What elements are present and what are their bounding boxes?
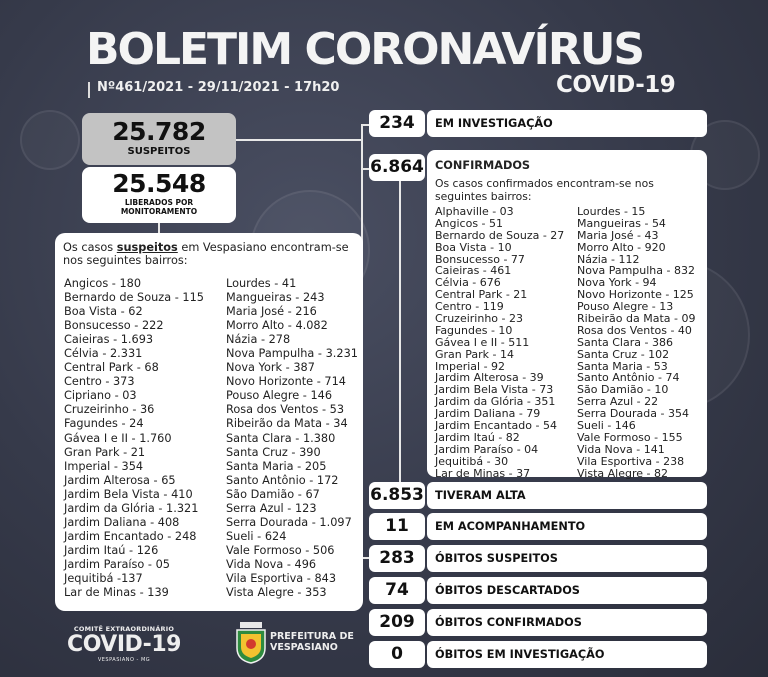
list-item: Bonsucesso - 222 [64, 319, 164, 333]
stat-value: 0 [369, 641, 425, 668]
list-item: Názia - 278 [226, 333, 291, 347]
list-item: Santa Clara - 386 [577, 335, 673, 349]
list-item: Vale Formoso - 506 [226, 543, 335, 557]
connector-line [236, 139, 362, 141]
list-item: Maria José - 216 [226, 305, 317, 319]
list-item: Rosa dos Ventos - 40 [577, 323, 692, 337]
list-item: Novo Horizonte - 714 [226, 375, 346, 389]
list-item: Jardim Paraíso - 05 [64, 557, 170, 571]
list-item: Serra Azul - 22 [577, 395, 659, 409]
subtitle-divider [88, 82, 90, 98]
list-item: Jardim da Glória - 351 [435, 395, 556, 409]
list-item: Santa Clara - 1.380 [226, 431, 336, 445]
list-item: Názia - 112 [577, 252, 640, 266]
list-item: Angicos - 180 [64, 277, 142, 290]
suspeitos-card [82, 113, 236, 165]
list-item: Bernardo de Souza - 115 [64, 291, 204, 305]
list-item: Santa Maria - 53 [577, 359, 668, 373]
stat-label: ÓBITOS EM INVESTIGAÇÃO [427, 641, 707, 668]
stat-label: ÓBITOS DESCARTADOS [427, 577, 707, 604]
stat-value: 11 [369, 513, 425, 540]
list-item: Cipriano - 03 [64, 389, 137, 403]
list-item: Pouso Alegre - 13 [577, 300, 674, 314]
bulletin-subtitle: Nº461/2021 - 29/11/2021 - 17h20 [97, 80, 340, 95]
list-item: São Damião - 10 [577, 383, 669, 397]
list-item: Lar de Minas - 139 [64, 586, 169, 600]
confirmados-value: 6.864 [369, 154, 425, 181]
list-item: Vida Nova - 496 [226, 557, 317, 571]
list-item: Mangueiras - 243 [226, 291, 325, 305]
list-item: Jardim Bela Vista - 73 [435, 383, 554, 397]
suspeitos-bairros-col1 [64, 277, 224, 600]
list-item: Boa Vista - 10 [435, 240, 512, 254]
list-item: Morro Alto - 4.082 [226, 319, 328, 333]
list-item: Jardim Paraíso - 04 [435, 442, 539, 456]
list-item: Gávea I e II - 511 [435, 335, 530, 349]
list-item: Vista Alegre - 82 [577, 466, 668, 480]
list-item: Angicos - 51 [435, 216, 504, 230]
list-item: Maria José - 43 [577, 228, 659, 242]
list-item: Nova Pampulha - 832 [577, 264, 695, 278]
list-item: Caieiras - 1.693 [64, 333, 154, 347]
list-item: Vila Esportiva - 843 [226, 571, 337, 585]
background-virus-icon [20, 110, 80, 170]
liberados-label-line1: LIBERADOS POR [124, 198, 194, 207]
list-item: Nova Pampulha - 3.231 [226, 347, 358, 361]
connector-line [361, 124, 369, 126]
stat-label: TIVERAM ALTA [427, 482, 707, 509]
list-item: Boa Vista - 62 [64, 305, 143, 319]
list-item: Vale Formoso - 155 [577, 430, 683, 444]
list-item: Cruzeirinho - 23 [435, 312, 523, 326]
stat-value: 209 [369, 609, 425, 636]
list-item: Jardim Encantado - 248 [64, 529, 197, 543]
list-item: Jardim Daliana - 408 [64, 515, 180, 529]
investigacao-value: 234 [369, 110, 425, 137]
confirmados-bairros-col1 [435, 206, 575, 479]
list-item: Imperial - 92 [435, 359, 506, 373]
suspeitos-bairros-col2 [226, 277, 386, 600]
confirmados-card [427, 150, 707, 480]
connector-line [399, 180, 401, 482]
list-item: Santa Cruz - 102 [577, 347, 670, 361]
list-item: Bonsucesso - 77 [435, 252, 525, 266]
list-item: Nova York - 94 [577, 276, 657, 290]
list-item: Serra Dourada - 354 [577, 407, 689, 421]
prefeitura-label: PREFEITURA DE VESPASIANO [270, 631, 354, 653]
liberados-card [82, 167, 236, 223]
list-item: Morro Alto - 920 [577, 240, 666, 254]
list-item: Central Park - 68 [64, 361, 159, 375]
list-item: Lourdes - 15 [577, 205, 646, 218]
list-item: Lourdes - 41 [226, 277, 297, 290]
list-item: Sueli - 146 [577, 419, 636, 433]
list-item: Santa Maria - 205 [226, 459, 327, 473]
list-item: Mangueiras - 54 [577, 216, 666, 230]
list-item: Imperial - 354 [64, 459, 144, 473]
list-item: Vida Nova - 141 [577, 442, 665, 456]
list-item: Jequitibá -137 [64, 571, 143, 585]
list-item: Alphaville - 03 [435, 205, 514, 218]
connector-line [361, 168, 369, 170]
list-item: Gran Park - 14 [435, 347, 514, 361]
investigacao-label: EM INVESTIGAÇÃO [427, 110, 707, 137]
list-item: Fagundes - 24 [64, 417, 144, 431]
list-item: Centro - 119 [435, 300, 504, 314]
list-item: Jardim Alterosa - 39 [435, 371, 544, 385]
stat-value: 74 [369, 577, 425, 604]
list-item: Jardim Bela Vista - 410 [64, 487, 193, 501]
suspeitos-bairros-intro: Os casos suspeitos em Vespasiano encontram-se nos seguintes bairros: [63, 241, 349, 267]
stat-label: EM ACOMPANHAMENTO [427, 513, 707, 540]
list-item: Vila Esportiva - 238 [577, 454, 685, 468]
list-item: Ribeirão da Mata - 34 [226, 417, 348, 431]
stat-value: 6.853 [369, 482, 425, 509]
list-item: Nova York - 387 [226, 361, 315, 375]
stat-label: ÓBITOS SUSPEITOS [427, 545, 707, 572]
list-item: Novo Horizonte - 125 [577, 288, 694, 302]
confirmados-bairros-col2 [577, 206, 717, 479]
list-item: São Damião - 67 [226, 487, 320, 501]
list-item: Lar de Minas - 37 [435, 466, 531, 480]
list-item: Jardim Encantado - 54 [435, 419, 557, 433]
list-item: Fagundes - 10 [435, 323, 513, 337]
list-item: Caieiras - 461 [435, 264, 512, 278]
list-item: Sueli - 624 [226, 529, 287, 543]
list-item: Santa Cruz - 390 [226, 445, 321, 459]
connector-line [158, 223, 160, 233]
list-item: Serra Azul - 123 [226, 501, 317, 515]
suspeitos-bairros-list [55, 233, 363, 611]
list-item: Jequitibá - 30 [435, 454, 509, 468]
city-coat-of-arms-icon [234, 620, 268, 664]
list-item: Gran Park - 21 [64, 445, 146, 459]
stat-label: ÓBITOS CONFIRMADOS [427, 609, 707, 636]
list-item: Gávea I e II - 1.760 [64, 431, 172, 445]
liberados-label-line2: MONITORAMENTO [120, 207, 198, 216]
list-item: Central Park - 21 [435, 288, 528, 302]
list-item: Cruzeirinho - 36 [64, 403, 155, 417]
list-item: Bernardo de Souza - 27 [435, 228, 565, 242]
list-item: Santo Antônio - 172 [226, 473, 339, 487]
liberados-value: 25.548 [112, 169, 206, 198]
list-item: Centro - 373 [64, 375, 135, 389]
suspeitos-label: SUSPEITOS [127, 146, 191, 157]
list-item: Pouso Alegre - 146 [226, 389, 333, 403]
confirmados-intro: Os casos confirmados encontram-se nos seguintes bairros: [435, 177, 654, 203]
list-item: Ribeirão da Mata - 09 [577, 312, 696, 326]
list-item: Jardim Itaú - 126 [64, 543, 159, 557]
list-item: Santo Antônio - 74 [577, 371, 680, 385]
comite-logo: COMITÊ EXTRAORDINÁRIO COVID-19 VESPASIANO - MG [67, 625, 181, 663]
list-item: Jardim Alterosa - 65 [64, 473, 176, 487]
list-item: Vista Alegre - 353 [226, 586, 327, 600]
suspeitos-value: 25.782 [112, 117, 206, 146]
stat-value: 283 [369, 545, 425, 572]
list-item: Célvia - 2.331 [64, 347, 143, 361]
list-item: Rosa dos Ventos - 53 [226, 403, 345, 417]
list-item: Jardim da Glória - 1.321 [64, 501, 199, 515]
list-item: Serra Dourada - 1.097 [226, 515, 352, 529]
confirmados-label: CONFIRMADOS [435, 159, 531, 172]
covid-tag: COVID-19 [556, 72, 676, 98]
list-item: Jardim Itaú - 82 [435, 430, 520, 444]
list-item: Célvia - 676 [435, 276, 501, 290]
page-title: BOLETIM CORONAVÍRUS [86, 24, 644, 75]
list-item: Jardim Daliana - 79 [435, 407, 541, 421]
